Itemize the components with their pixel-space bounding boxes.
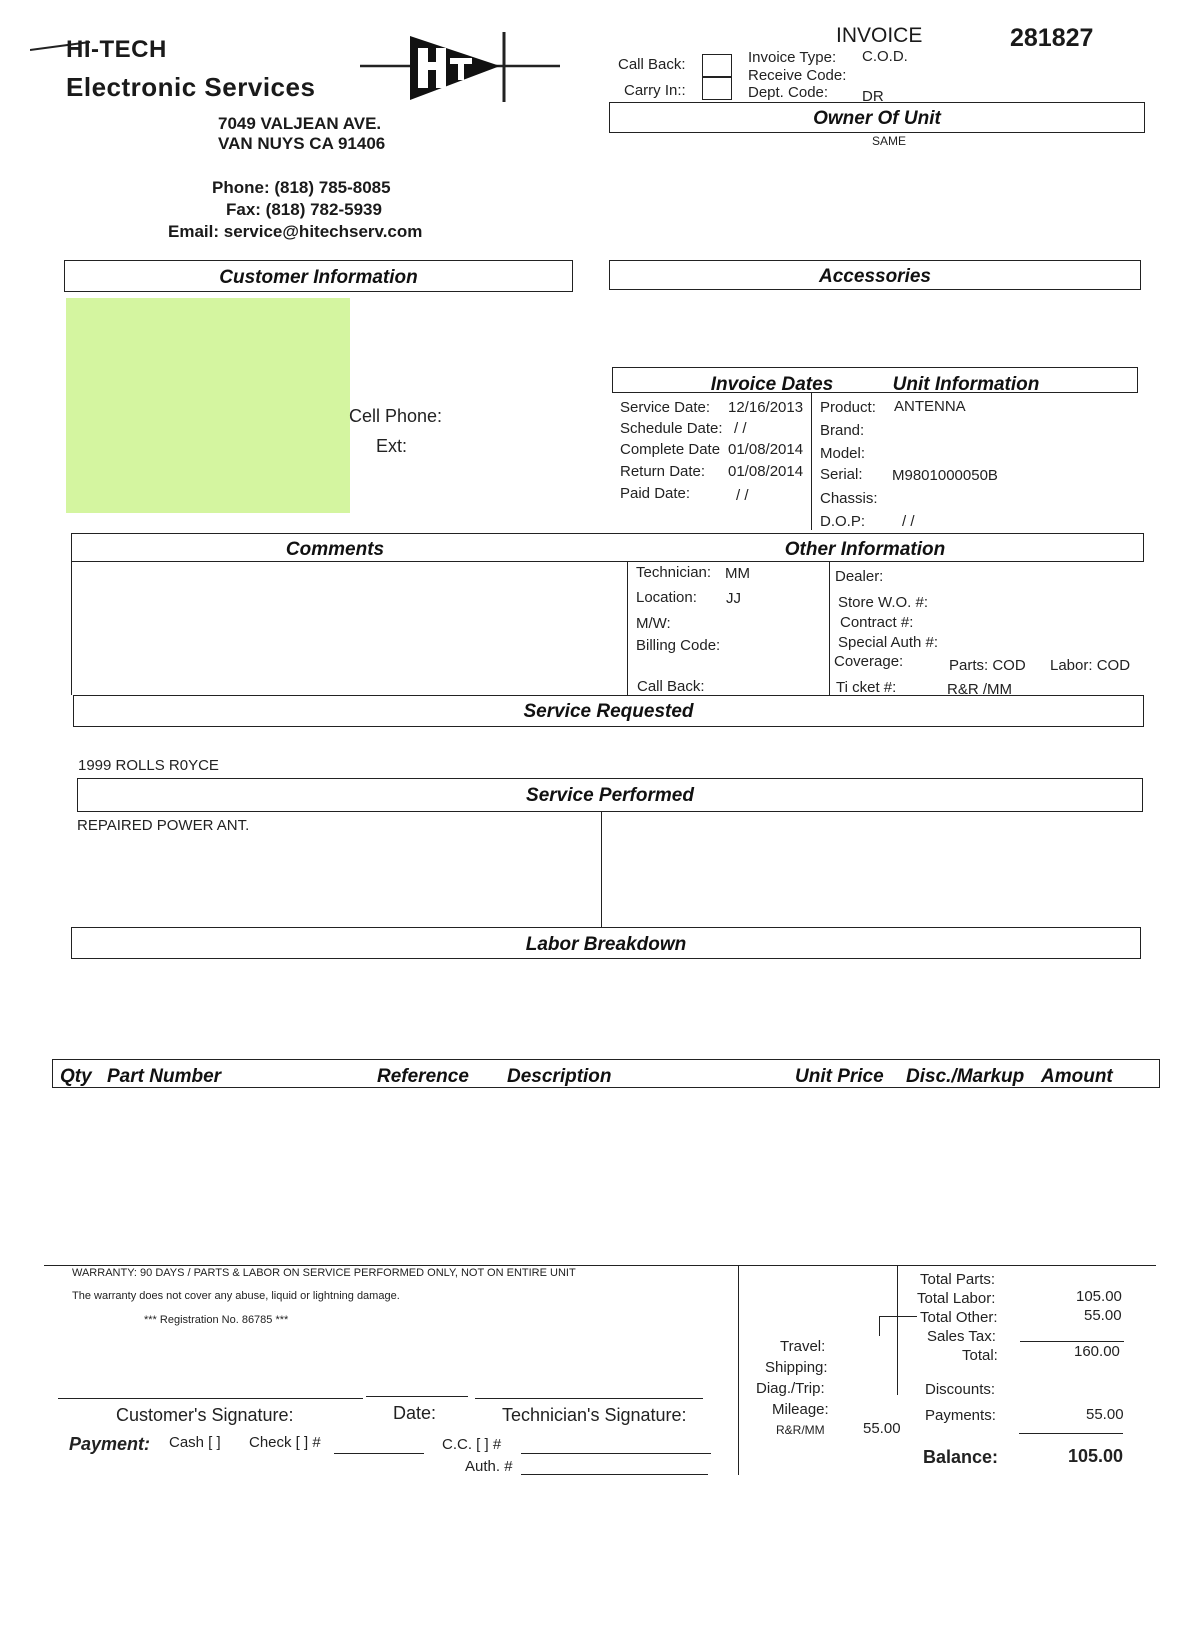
complete-date-label: Complete Date: [620, 441, 721, 458]
warranty-line-2: The warranty does not cover any abuse, liquid or lightning damage.: [72, 1290, 400, 1302]
total-other-tick: [879, 1316, 880, 1336]
cc-number-line: [521, 1453, 711, 1454]
service-requested-text: 1999 ROLLS R0YCE: [78, 757, 219, 774]
total-labor-value: 105.00: [1076, 1288, 1122, 1305]
payment-auth: Auth. #: [465, 1458, 513, 1475]
invoice-dates-header: Invoice Dates: [710, 374, 834, 395]
payments-label: Payments:: [925, 1407, 996, 1424]
accessories-header: Accessories: [819, 266, 931, 287]
company-email: Email: service@hitechserv.com: [168, 222, 423, 241]
technician-signature-label: Technician's Signature:: [502, 1405, 687, 1425]
dept-code-value: DR: [862, 88, 884, 105]
rr-mm-label: R&R/MM: [776, 1423, 825, 1437]
customer-signature-line: [58, 1398, 363, 1399]
ext-label: Ext:: [376, 436, 408, 456]
mileage-label: Mileage:: [772, 1401, 829, 1418]
date-signature-line: [366, 1396, 468, 1397]
payments-value: 55.00: [1086, 1406, 1124, 1423]
serial-label: Serial:: [820, 466, 863, 483]
col-unit-price: Unit Price: [795, 1066, 884, 1087]
company-subtitle: Electronic Services: [66, 72, 316, 102]
col-reference: Reference: [377, 1066, 469, 1087]
billing-code-label: Billing Code:: [636, 637, 721, 654]
travel-label: Travel:: [780, 1338, 826, 1355]
total-label: Total:: [962, 1347, 998, 1364]
subtotal-rule: [1020, 1341, 1124, 1342]
discounts-label: Discounts:: [925, 1381, 996, 1398]
call-back-label: Call Back:: [618, 56, 686, 73]
totals-divider: [897, 1265, 898, 1395]
paid-date-value: / /: [736, 487, 749, 504]
total-labor-label: Total Labor:: [917, 1290, 996, 1307]
call-back-other-label: Call Back:: [637, 678, 705, 695]
service-performed-header: Service Performed: [526, 785, 694, 806]
parts-coverage: Parts: COD: [949, 657, 1026, 674]
registration-number: *** Registration No. 86785 ***: [144, 1314, 289, 1326]
footer-left-divider: [738, 1265, 739, 1475]
service-performed-divider: [601, 812, 602, 927]
brand-label: Brand:: [820, 422, 865, 439]
diag-trip-label: Diag./Trip:: [756, 1380, 825, 1397]
col-description: Description: [507, 1066, 612, 1087]
unit-info-header: Unit Information: [892, 374, 1040, 395]
serial-value: M9801000050B: [892, 467, 998, 484]
dealer-label: Dealer:: [835, 568, 884, 585]
call-back-checkbox[interactable]: [702, 54, 732, 78]
col-disc-markup: Disc./Markup: [906, 1066, 1025, 1087]
payment-credit-card[interactable]: C.C. [ ] #: [442, 1436, 502, 1453]
total-other-label: Total Other:: [920, 1309, 998, 1326]
store-wo-label: Store W.O. #:: [838, 594, 929, 611]
paid-date-label: Paid Date:: [620, 485, 691, 502]
service-date-label: Service Date:: [620, 399, 711, 416]
schedule-date-value: / /: [734, 420, 747, 437]
receive-code-label: Receive Code:: [748, 67, 847, 84]
product-value: ANTENNA: [894, 398, 966, 415]
comments-header: Comments: [285, 539, 385, 560]
ticket-value: R&R /MM: [947, 681, 1012, 698]
mw-label: M/W:: [636, 615, 671, 632]
service-date-value: 12/16/2013: [728, 399, 804, 416]
technician-value: MM: [725, 565, 750, 582]
payment-check[interactable]: Check [ ] #: [249, 1434, 321, 1451]
total-parts-label: Total Parts:: [920, 1271, 996, 1288]
labor-breakdown-header: Labor Breakdown: [525, 934, 687, 955]
total-other-connector: [879, 1316, 917, 1317]
company-name: HI-TECH: [66, 36, 167, 63]
dates-unit-divider: [811, 393, 812, 530]
product-label: Product:: [820, 399, 876, 416]
date-signature-label: Date:: [393, 1403, 437, 1423]
location-value: JJ: [726, 590, 741, 607]
schedule-date-label: Schedule Date:: [620, 420, 723, 437]
comments-left-border: [71, 562, 72, 695]
complete-date-value: 01/08/2014: [728, 441, 804, 458]
invoice-type-label: Invoice Type:: [748, 49, 837, 66]
labor-coverage: Labor: COD: [1050, 657, 1131, 674]
dates-unit-box: [612, 367, 1138, 393]
payment-cash[interactable]: Cash [ ]: [169, 1434, 221, 1451]
special-auth-label: Special Auth #:: [838, 634, 939, 651]
ticket-label: Ti cket #:: [836, 679, 897, 696]
company-address-2: VAN NUYS CA 91406: [218, 134, 386, 153]
cell-phone-label: Cell Phone:: [349, 406, 443, 426]
customer-info-header: Customer Information: [219, 267, 418, 288]
model-label: Model:: [820, 445, 866, 462]
service-requested-header: Service Requested: [523, 701, 694, 722]
chassis-label: Chassis:: [820, 490, 878, 507]
carry-in-label: Carry In::: [624, 82, 686, 99]
contract-label: Contract #:: [840, 614, 914, 631]
sales-tax-label: Sales Tax:: [927, 1328, 996, 1345]
invoice-type-value: C.O.D.: [862, 48, 908, 65]
balance-label: Balance:: [923, 1447, 999, 1467]
balance-rule: [1019, 1433, 1123, 1434]
total-value: 160.00: [1074, 1343, 1120, 1360]
owner-of-unit-header: Owner Of Unit: [813, 108, 941, 129]
carry-in-checkbox[interactable]: [702, 76, 732, 100]
other-info-header: Other Information: [784, 539, 946, 560]
owner-of-unit-value: SAME: [872, 134, 907, 148]
shipping-label: Shipping:: [765, 1359, 828, 1376]
service-performed-text: REPAIRED POWER ANT.: [77, 817, 250, 834]
col-qty: Qty: [60, 1066, 92, 1087]
dept-code-label: Dept. Code:: [748, 84, 829, 101]
company-address-1: 7049 VALJEAN AVE.: [218, 114, 382, 133]
invoice-title: INVOICE: [836, 24, 923, 47]
customer-redaction: [66, 298, 350, 513]
return-date-label: Return Date:: [620, 463, 706, 480]
payment-label: Payment:: [69, 1434, 151, 1454]
customer-signature-label: Customer's Signature:: [116, 1405, 294, 1425]
dop-value: / /: [902, 513, 915, 530]
technician-label: Technician:: [636, 564, 712, 581]
coverage-label: Coverage:: [834, 653, 904, 670]
dop-label: D.O.P:: [820, 513, 866, 530]
footer-top-rule: [44, 1265, 1156, 1266]
col-part-number: Part Number: [107, 1066, 222, 1087]
col-amount: Amount: [1041, 1066, 1113, 1087]
check-number-line: [334, 1453, 424, 1454]
balance-value: 105.00: [1068, 1446, 1124, 1466]
total-other-value: 55.00: [1084, 1307, 1122, 1324]
comments-divider: [627, 562, 628, 695]
company-fax: Fax: (818) 782-5939: [226, 200, 382, 219]
technician-signature-line: [475, 1398, 703, 1399]
warranty-line-1: WARRANTY: 90 DAYS / PARTS & LABOR ON SERVICE PERFORMED ONLY, NOT ON ENTIRE UNIT: [72, 1267, 576, 1279]
location-label: Location:: [636, 589, 697, 606]
other-info-divider: [829, 562, 830, 695]
return-date-value: 01/08/2014: [728, 463, 804, 480]
company-phone: Phone: (818) 785-8085: [212, 178, 391, 197]
invoice-number: 281827: [1010, 24, 1094, 52]
rr-mm-value: 55.00: [863, 1420, 901, 1437]
auth-number-line: [521, 1474, 708, 1475]
